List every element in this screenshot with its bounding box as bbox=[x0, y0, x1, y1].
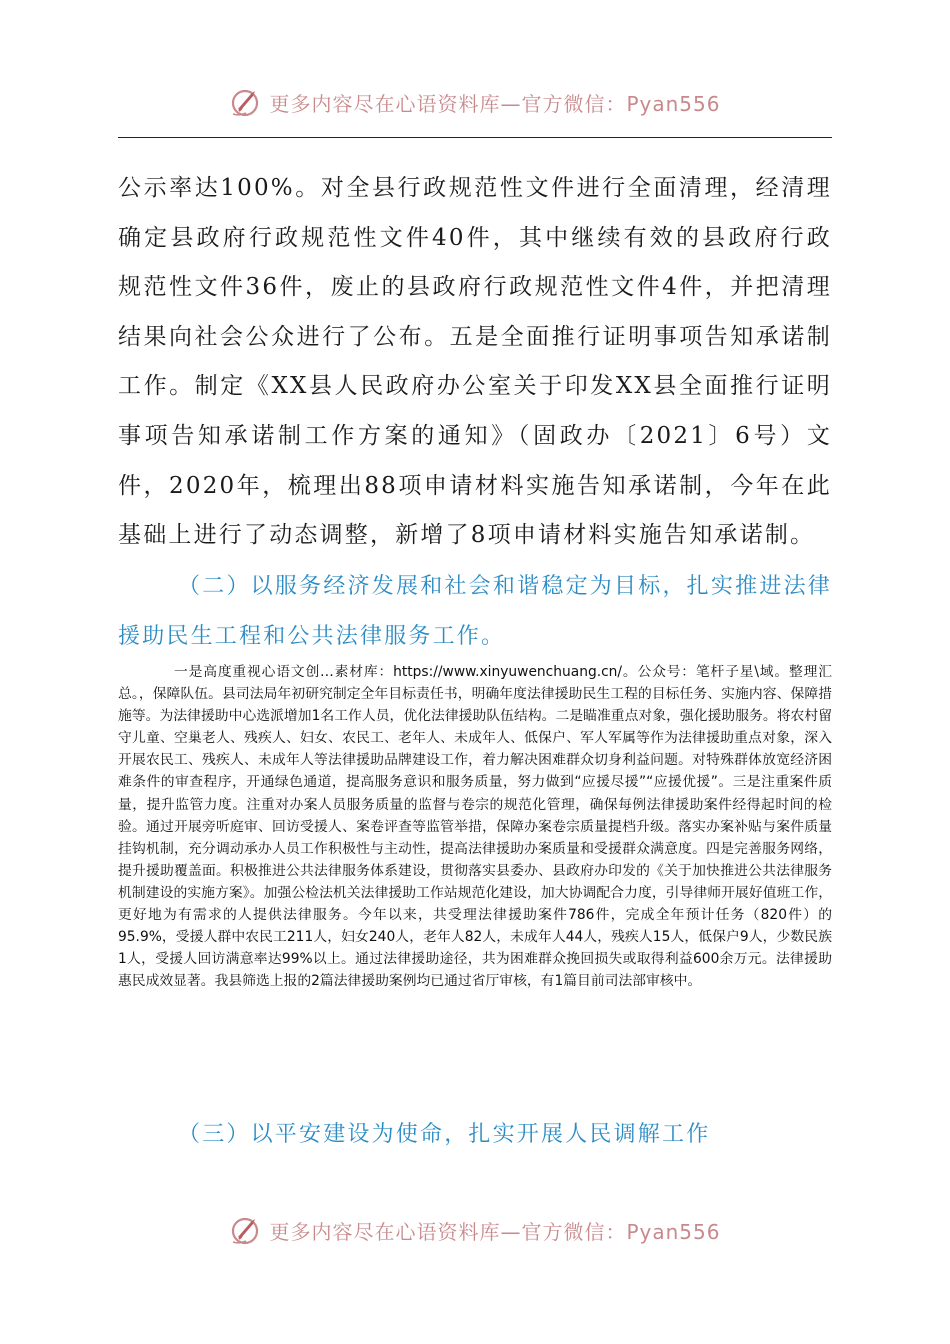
header-banner-inner bbox=[229, 85, 720, 119]
header-divider bbox=[118, 137, 832, 138]
section-heading-3: （三）以平安建设为使命，扎实开展人民调解工作 bbox=[178, 1122, 711, 1147]
footer-banner bbox=[0, 1210, 950, 1250]
body-paragraph-continued: 公示率达100%。对全县行政规范性文件进行全面清理，经清理确定县政府行政规范性文件40件，其中继续有效的县政府行政规范性文件36件，废止的县政府行政规范性文件4件，并把清理结果向社会公众进行了公布。五是全面推行证明事项告知承诺制工作。制定《XX县人民政府办公室关于印发XX县全面推行证明事项告知承诺制工作方案的通知》（固政办〔2021〕6号）文件，2020年，梳理出88项申请材料实施告知承诺制，今年在此基础上进行了动态调整，新增了8项申请材料实施告知承诺制。 bbox=[118, 175, 832, 549]
section-2-paragraph: 一是高度重视心语文创…素材库：https://www.xinyuwenchuang.cn/。公众号：笔杆子星\域。整理汇总。，保障队伍。县司法局年初研究制定全年目标责任书，明确年度法律援助民生工程的目标任务、实施内容、保障措施等。为法律援助中心选派增加1名工作人员，优化法律援助队伍结构。二是瞄准重点对象，强化援助服务。将农村留守儿童、空巢老人、残疾人、妇女、农民工、老年人、未成年人、低保户、军人军属等作为法律援助重点对象，深入开展农民工、残疾人、未成年人等法律援助品牌建设工作，着力解决困难群众切身利益问题。对特殊群体放宽经济困难条件的审查程序，开通绿色通道，提高服务意识和服务质量，努力做到“应援尽援”“应援优援”。三是注重案件质量，提升监管力度。注重对办案人员服务质量的监督与卷宗的规范化管理，确保每例法律援助案件经得起时间的检验。通过开展旁听庭审、回访受援人、案卷评查等监管举措，保障办案卷宗质量提档升级。落实办案补贴与案件质量挂钩机制，充分调动承办人员工作积极性与主动性，提高法律援助办案质量和受援群众满意度。四是完善服务网络，提升援助覆盖面。积极推进公共法律服务体系建设，贯彻落实县委办、县政府办印发的《关于加快推进公共法律服务机制建设的实施方案》。加强公检法机关法律援助工作站规范化建设，加大协调配合力度，引导律师开展好值班工作，更好地为有需求的人提供法律服务。今年以来，共受理法律援助案件786件，完成全年预计任务（820件）的95.9%，受援人群中农民工211人，妇女240人，老年人82人，未成年人44人，残疾人15人，低保户9人，少数民族1人，受援人回访满意率达99%以上。通过法律援助途径，共为困难群众挽回损失或取得利益600余万元。法律援助惠民成效显著。我县筛选上报的2篇法律援助案例均已通过省厅审核，有1篇目前司法部审核中。 bbox=[118, 664, 832, 990]
header-banner-text: 更多内容尽在心语资料库—官方微信：Pyan556 bbox=[269, 91, 721, 116]
pen-quill-logo-icon bbox=[229, 1213, 263, 1247]
footer-banner-text: 更多内容尽在心语资料库—官方微信：Pyan556 bbox=[269, 1219, 721, 1244]
footer-banner-inner bbox=[229, 1213, 720, 1247]
header-banner bbox=[0, 82, 950, 122]
pen-quill-logo-icon bbox=[229, 85, 263, 119]
section-heading-2: （二）以服务经济发展和社会和谐稳定为目标，扎实推进法律援助民生工程和公共法律服务工作。 bbox=[118, 574, 832, 649]
